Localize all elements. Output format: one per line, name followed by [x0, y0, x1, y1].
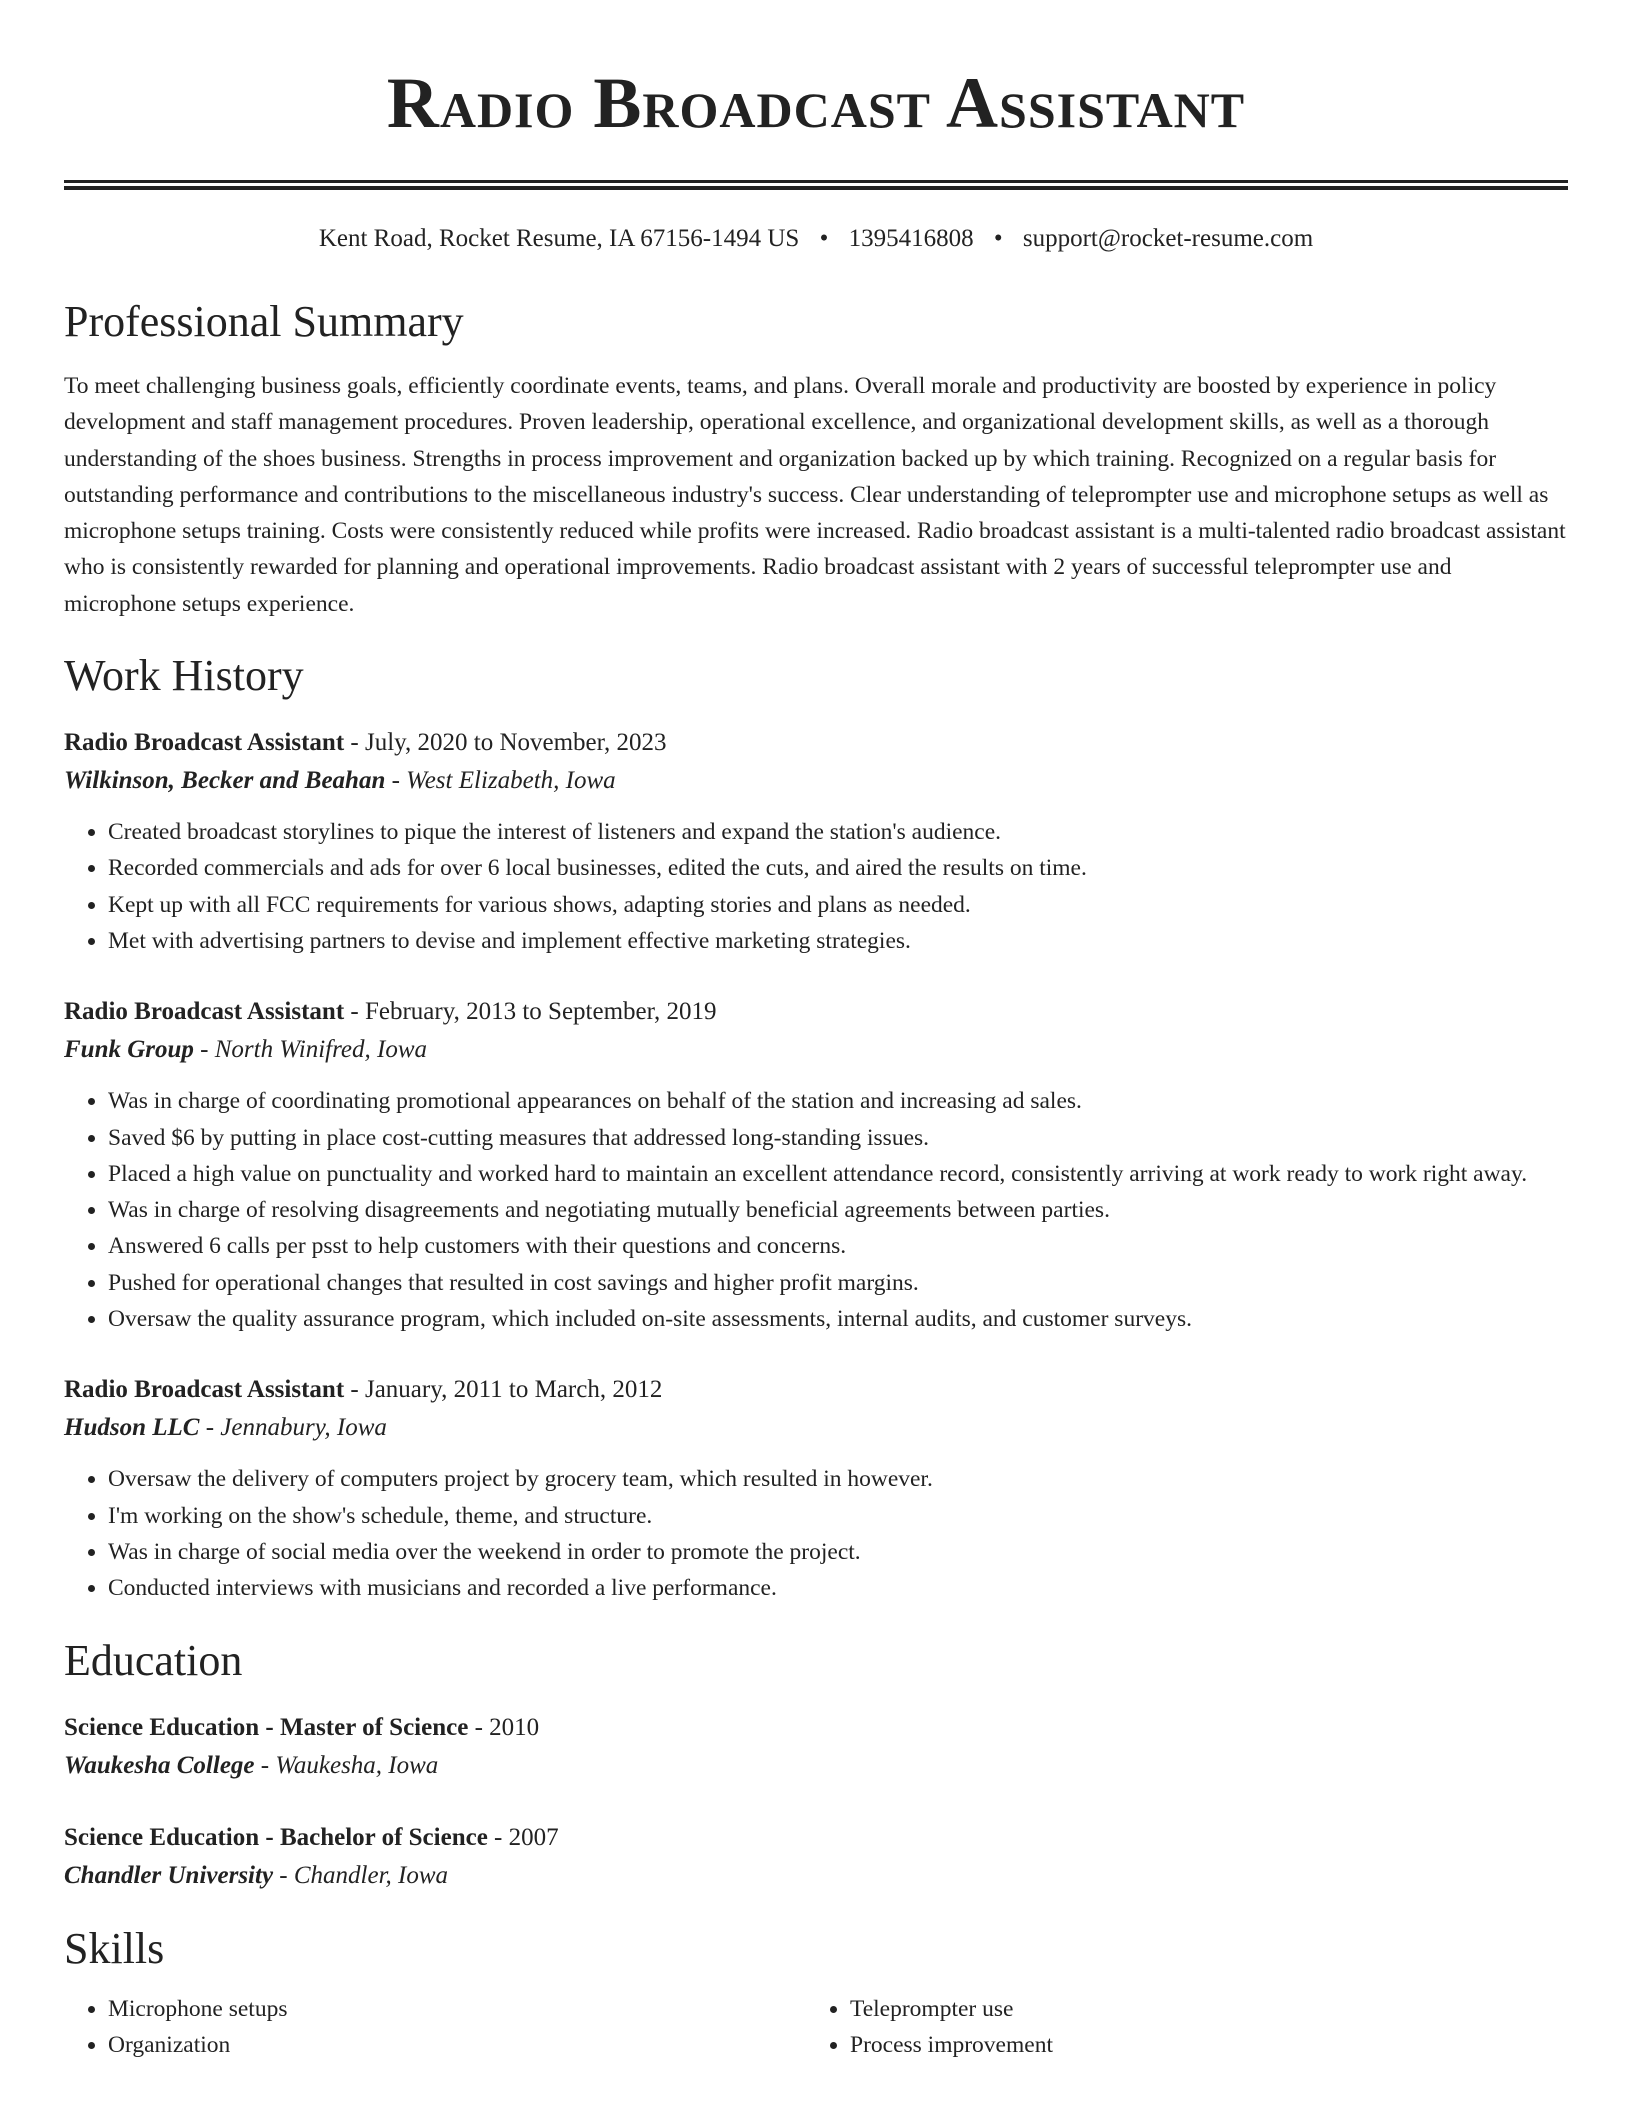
list-item: • Microphone setups	[108, 1991, 806, 2027]
job-location: - North Winifred, Iowa	[193, 1036, 428, 1064]
job-company-line	[64, 1409, 1568, 1447]
job-company: Wilkinson, Becker and Beahan	[64, 767, 386, 795]
job-location: - West Elizabeth, Iowa	[385, 767, 616, 795]
education-degree: Science Education - Master of Science	[64, 1713, 469, 1741]
list-item: • Met with advertising partners to devise and implement effective marketing strategies.	[108, 923, 1568, 959]
education-year: - 2007	[487, 1823, 559, 1851]
job-entry	[64, 993, 1568, 1337]
list-item: • Process improvement	[850, 2027, 1548, 2063]
skills-column-left	[64, 1991, 806, 2064]
education-year: - 2010	[468, 1713, 540, 1741]
education-school-line	[64, 1747, 1568, 1785]
job-title-line	[64, 993, 1568, 1031]
list-item: • Was in charge of resolving disagreements and negotiating mutually beneficial agreements between parties.	[108, 1192, 1568, 1228]
list-item: • Teleprompter use	[850, 1991, 1548, 2027]
summary-text: To meet challenging business goals, efficiently coordinate events, teams, and plans. Overall morale and productivity are boosted by experience in policy development and staff management procedures. Proven leadership, operational excellence, and organizational development skills, as well as a thorough understanding of the shoes business. Strengths in process improvement and organization backed up by which training. Recognized on a regular basis for outstanding performance and contributions to the miscellaneous industry's success. Clear understanding of teleprompter use and microphone setups as well as microphone setups training. Costs were consistently reduced while profits were increased. Radio broadcast assistant is a multi-talented radio broadcast assistant who is consistently rewarded for planning and operational improvements. Radio broadcast assistant with 2 years of successful teleprompter use and microphone setups experience.	[64, 373, 1566, 617]
education-degree-line	[64, 1819, 1568, 1857]
job-company: Funk Group	[64, 1036, 194, 1064]
list-item: • Answered 6 calls per psst to help customers with their questions and concerns.	[108, 1228, 1568, 1264]
list-item: • Kept up with all FCC requirements for various shows, adapting stories and plans as needed.	[108, 887, 1568, 923]
work-history-heading: Work History	[64, 651, 304, 701]
summary-heading: Professional Summary	[64, 297, 464, 346]
job-dates: - January, 2011 to March, 2012	[344, 1376, 663, 1404]
job-title: Radio Broadcast Assistant	[64, 998, 345, 1026]
list-item: • I'm working on the show's schedule, theme, and structure.	[108, 1498, 1568, 1534]
skills-column-right	[806, 1991, 1548, 2064]
job-title: Radio Broadcast Assistant	[64, 1376, 345, 1404]
job-company-line	[64, 762, 1568, 800]
job-bullets	[64, 1461, 1568, 1606]
education-school: Chandler University	[64, 1861, 274, 1889]
skills-heading: Skills	[64, 1923, 165, 1973]
job-bullets	[64, 814, 1568, 959]
contact-phone: 1395416808	[848, 225, 974, 252]
education-school: Waukesha College	[64, 1751, 255, 1779]
list-item: • Oversaw the quality assurance program, which included on-site assessments, internal audits, and customer surveys.	[108, 1301, 1568, 1337]
job-bullets	[64, 1083, 1568, 1337]
education-degree-line	[64, 1709, 1568, 1747]
education-location: - Waukesha, Iowa	[254, 1751, 439, 1779]
job-title: Radio Broadcast Assistant	[64, 729, 345, 757]
list-item: • Was in charge of social media over the weekend in order to promote the project.	[108, 1534, 1568, 1570]
contact-email: support@rocket-resume.com	[1022, 225, 1314, 252]
header-double-rule	[64, 180, 1568, 190]
resume-name: Radio Broadcast Assistant	[386, 63, 1246, 143]
list-item: • Created broadcast storylines to pique the interest of listeners and expand the station's audience.	[108, 814, 1568, 850]
education-location: - Chandler, Iowa	[273, 1861, 449, 1889]
contact-address: Kent Road, Rocket Resume, IA 67156-1494 US	[318, 225, 800, 252]
list-item: • Organization	[108, 2027, 806, 2063]
job-location: - Jennabury, Iowa	[199, 1414, 387, 1442]
list-item: • Saved $6 by putting in place cost-cutting measures that addressed long-standing issues.	[108, 1120, 1568, 1156]
education-degree: Science Education - Bachelor of Science	[64, 1823, 488, 1851]
contact-line	[64, 222, 1568, 256]
job-dates: - July, 2020 to November, 2023	[344, 729, 667, 757]
contact-separator: •	[819, 225, 829, 252]
job-company: Hudson LLC	[64, 1414, 200, 1442]
list-item: • Pushed for operational changes that resulted in cost savings and higher profit margins.	[108, 1265, 1568, 1301]
job-company-line	[64, 1031, 1568, 1069]
job-entry	[64, 1371, 1568, 1606]
education-entry	[64, 1709, 1568, 1785]
list-item: • Placed a high value on punctuality and worked hard to maintain an excellent attendance record, consistently arriving at work ready to work right away.	[108, 1156, 1568, 1192]
education-entry	[64, 1819, 1568, 1895]
education-heading: Education	[64, 1635, 243, 1685]
job-entry	[64, 724, 1568, 959]
list-item: • Conducted interviews with musicians and recorded a live performance.	[108, 1570, 1568, 1606]
job-title-line	[64, 724, 1568, 762]
list-item: • Was in charge of coordinating promotional appearances on behalf of the station and increasing ad sales.	[108, 1083, 1568, 1119]
list-item: • Oversaw the delivery of computers project by grocery team, which resulted in however.	[108, 1461, 1568, 1497]
skills-list	[64, 1991, 1568, 2064]
list-item: • Recorded commercials and ads for over 6 local businesses, edited the cuts, and aired the results on time.	[108, 850, 1568, 886]
education-school-line	[64, 1857, 1568, 1895]
job-dates: - February, 2013 to September, 2019	[344, 998, 717, 1026]
contact-separator: •	[993, 225, 1003, 252]
job-title-line	[64, 1371, 1568, 1409]
